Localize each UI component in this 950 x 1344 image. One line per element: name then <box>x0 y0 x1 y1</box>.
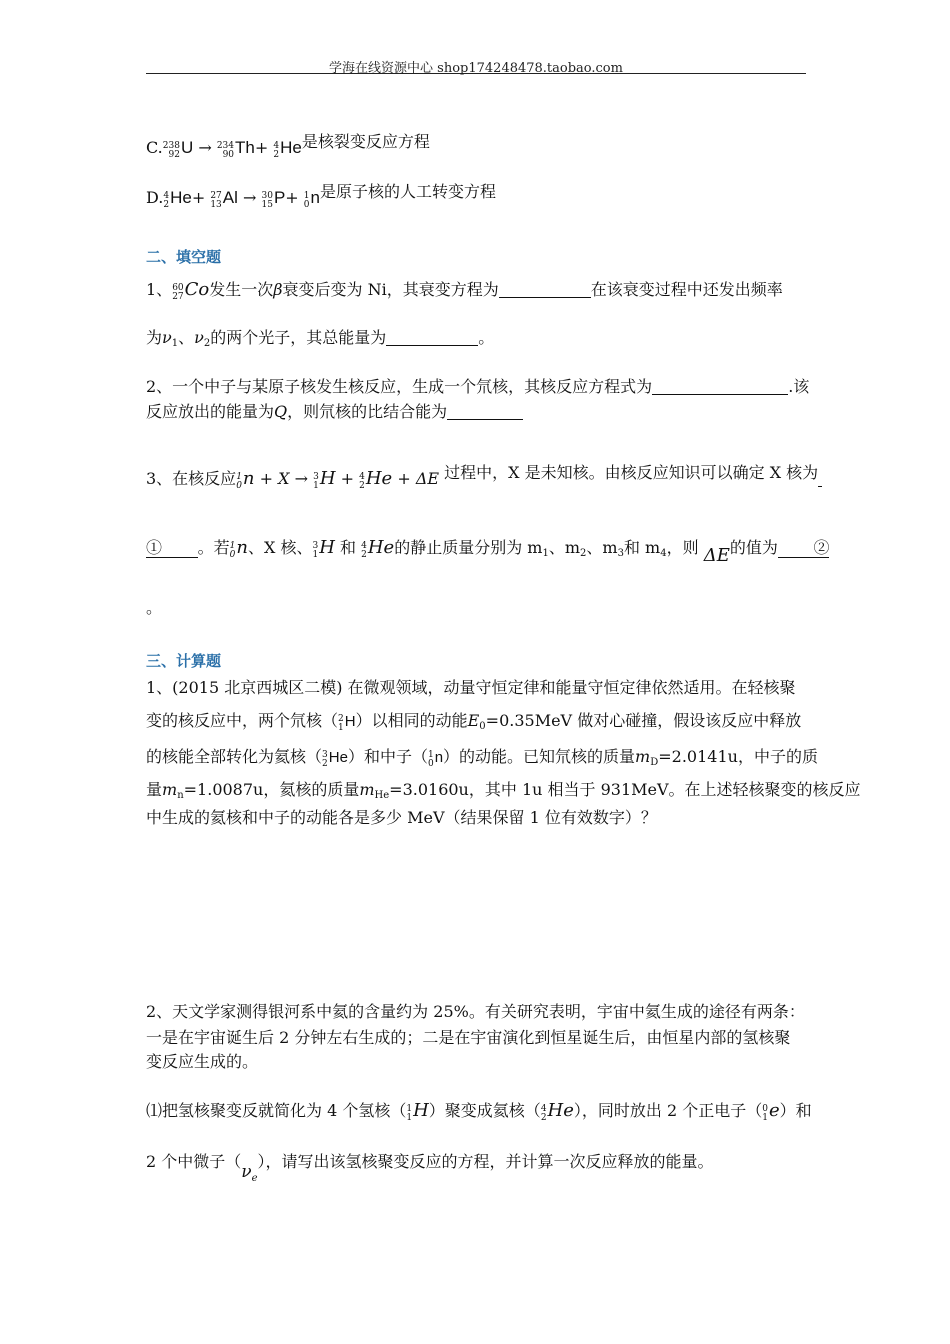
calc-2-part-1-line-2: 2 个中微子$(\nu_e)$，请写出该氢核聚变反应的方程，并计算一次反应释放的能量。 <box>146 1152 714 1184</box>
page-header: 学海在线资源中心 shop174248478.taobao.com <box>329 61 623 76</box>
calc-2-line-3: 变反应生成的。 <box>146 1052 259 1071</box>
neutrino-symbol: ν <box>241 1162 252 1182</box>
nuclide-h2: 2 1 H <box>338 713 356 733</box>
nuclide-he3: 3 2 He <box>322 749 348 769</box>
calc-2-line-1: 2、天文学家测得银河系中氦的含量约为 25%。有关研究表明，宇宙中氦生成的途径有两条： <box>146 1002 805 1021</box>
calc-2-part-1-line-1: ⑴把氢核聚变反就简化为 4 个氢核（ 1 1 H）聚变成氦核（ 4 2 He），同时放出 2 个正电子（ 0 1 e）和 <box>146 1100 812 1123</box>
nuclide-p30: 30 15 P <box>261 188 286 210</box>
section-calc-title: 三、计算题 <box>146 652 222 670</box>
option-c-text: 是核裂变反应方程 <box>301 132 430 151</box>
nuclide-n1: 1 0 n <box>303 188 320 210</box>
option-d <box>146 182 496 210</box>
plus: + <box>191 188 206 207</box>
nuclide-n1: 1 0 n <box>236 468 255 491</box>
calc-1-line-4: 量$m_n=1.0087u$，氦核的质量$m_{He}=3.0160u$，其中 1u 相当于 931MeV。在上述轻核聚变的核反应 <box>146 780 861 801</box>
section-fill-in-title: 二、填空题 <box>146 248 222 266</box>
nuclide-positron: 0 1 e <box>762 1100 780 1123</box>
option-d-label: D. <box>146 188 164 207</box>
arrow: → <box>242 188 257 207</box>
arrow: → <box>198 138 212 157</box>
answer-blank[interactable] <box>499 281 591 298</box>
answer-blank-2[interactable]: ② <box>778 538 830 558</box>
question-2-line-1: 2、一个中子与某原子核发生核反应，生成一个氘核，其核反应方程式为 .该 <box>146 377 810 396</box>
option-c <box>146 132 430 160</box>
question-3-line-2: ① 。若 1 0 n、X 核、 3 1 H 和 4 2 He的静止质量分别为 $m_1$、$m_2$、$m_3$和 $m_4$，则 ΔE的值为 ② <box>146 537 830 566</box>
nuclide-h3: 3 1 H <box>313 468 336 491</box>
calc-1-line-2: 变的核反应中，两个氘核（ 2 1 H）以相同的动能$E_0=0.35MeV$ 做对心碰撞，假设该反应中释放 <box>146 711 802 733</box>
nuclide-u238: 238 92 U <box>162 138 194 160</box>
nuclide-th234: 234 90 Th <box>216 138 255 160</box>
plus: + <box>285 188 299 207</box>
nuclide-h3: 3 1 H <box>312 537 335 560</box>
question-3-line-3: 。 <box>146 598 163 617</box>
nuclide-n1: 1 0 n <box>229 537 248 560</box>
question-3-line-1: 3、在核反应 1 0 n + X → 3 1 H + 4 2 He + ΔE 过程中，X 是未知核。由核反应知识可以确定 X 核为 <box>146 463 822 491</box>
nuclide-he4: 4 2 He <box>163 188 192 210</box>
answer-blank-1[interactable]: ① <box>146 538 198 558</box>
answer-blank[interactable] <box>652 378 788 395</box>
nuclide-he4: 4 2 He <box>359 468 393 491</box>
nuclide-n1: 1 0 n <box>427 749 444 769</box>
nuclide-al27: 27 13 Al <box>210 188 238 210</box>
answer-blank[interactable] <box>447 403 523 420</box>
header-rule <box>146 73 806 74</box>
nuclide-he4: 4 2 He <box>361 537 395 560</box>
calc-1-line-1: 1、(2015 北京西城区二模) 在微观领域，动量守恒定律和能量守恒定律依然适用。在轻核聚 <box>146 678 796 697</box>
plus: + <box>254 138 269 157</box>
answer-blank[interactable] <box>386 329 478 346</box>
nuclide-h1: 1 1 H <box>406 1100 429 1123</box>
nuclide-he4: 4 2 He <box>273 138 302 160</box>
calc-2-line-2: 一是在宇宙诞生后 2 分钟左右生成的；二是在宇宙演化到恒星诞生后，由恒星内部的氢核聚 <box>146 1028 791 1047</box>
option-d-text: 是原子核的人工转变方程 <box>319 182 496 201</box>
question-1-line-2: 为$\nu_1$、$\nu_2$的两个光子，其总能量为 。 <box>146 328 495 349</box>
nuclide-he4: 4 2 He <box>540 1100 574 1123</box>
calc-1-line-3: 的核能全部转化为氦核（ 3 2 He）和中子（ 1 0 n）的动能。已知氘核的质量$m_D=2.0141u$，中子的质 <box>146 747 818 769</box>
option-c-label: C. <box>146 138 163 157</box>
answer-blank[interactable] <box>818 470 822 487</box>
calc-1-line-5: 中生成的氦核和中子的动能各是多少 MeV（结果保留 1 位有效数字）？ <box>146 808 657 827</box>
nuclide-co60: 60 27 Co <box>172 279 210 302</box>
question-2-line-2: 反应放出的能量为Q，则氘核的比结合能为 <box>146 402 523 422</box>
question-1-line-1: 1、 60 27 Co发生一次β衰变后变为 Ni，其衰变方程为 在该衰变过程中还发出频率 <box>146 279 783 302</box>
